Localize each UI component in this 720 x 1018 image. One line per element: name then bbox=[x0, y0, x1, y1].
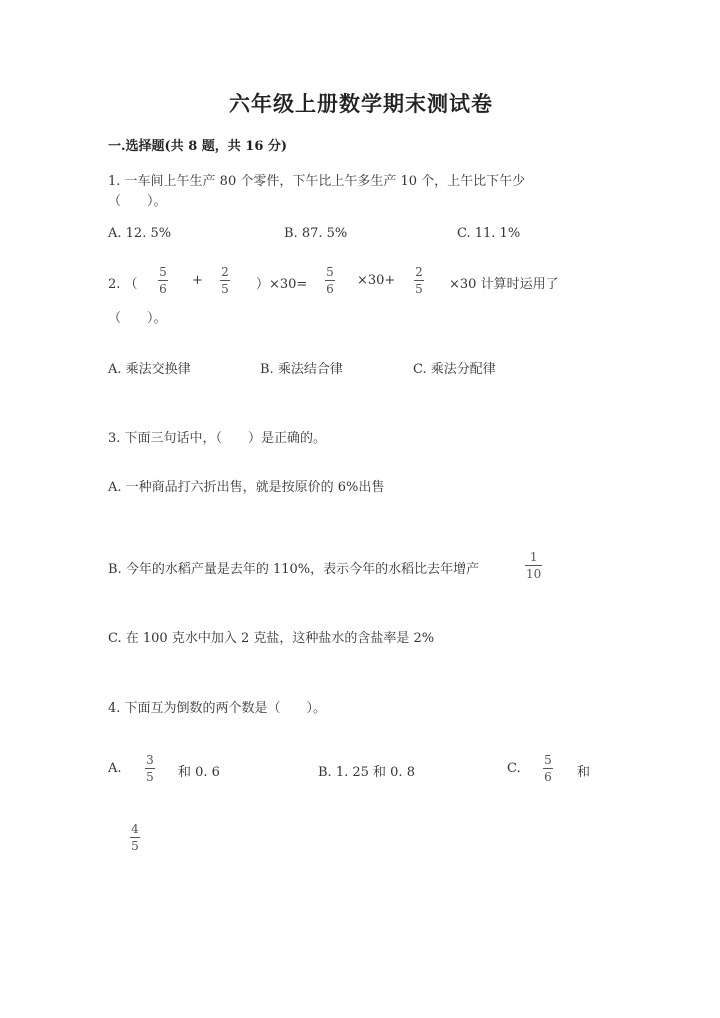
question-4-option-c-label: C. bbox=[507, 761, 521, 776]
fraction-numerator: 5 bbox=[159, 265, 167, 279]
fraction-bar bbox=[145, 768, 155, 769]
question-3-option-c: C. 在 100 克水中加入 2 克盐，这种盐水的含盐率是 2% bbox=[108, 631, 435, 646]
fraction-bar bbox=[220, 280, 230, 281]
question-2-open: 2. （ bbox=[108, 277, 138, 292]
question-4-option-c-tail: 和 bbox=[577, 765, 591, 780]
fraction-denominator: 6 bbox=[159, 282, 167, 296]
question-1-option-a: A. 12. 5% bbox=[108, 226, 172, 241]
fraction-bar bbox=[414, 280, 424, 281]
fraction-bar bbox=[130, 837, 140, 838]
fraction-numerator: 5 bbox=[326, 265, 334, 279]
question-1-option-c: C. 11. 1% bbox=[457, 226, 521, 241]
fraction-one-tenth bbox=[525, 550, 542, 581]
fraction-three-fifths bbox=[145, 753, 155, 784]
fraction-denominator: 5 bbox=[221, 282, 229, 296]
fraction-two-fifths bbox=[414, 265, 424, 296]
fraction-denominator: 6 bbox=[544, 770, 552, 784]
fraction-bar bbox=[543, 768, 553, 769]
question-2-option-c: C. 乘法分配律 bbox=[413, 362, 496, 377]
fraction-numerator: 2 bbox=[415, 265, 423, 279]
plus-sign: + bbox=[192, 273, 203, 288]
fraction-denominator: 5 bbox=[415, 282, 423, 296]
fraction-denominator: 10 bbox=[526, 567, 542, 581]
fraction-denominator: 5 bbox=[131, 839, 139, 853]
question-3-stem: 3. 下面三句话中，（ ）是正确的。 bbox=[108, 431, 327, 446]
question-4-option-b: B. 1. 25 和 0. 8 bbox=[318, 765, 415, 780]
question-3-option-b: B. 今年的水稻产量是去年的 110%，表示今年的水稻比去年增产 bbox=[108, 562, 480, 577]
page-title: 六年级上册数学期末测试卷 bbox=[229, 91, 493, 116]
fraction-bar bbox=[325, 280, 335, 281]
fraction-five-sixths bbox=[158, 265, 168, 296]
question-1-option-b: B. 87. 5% bbox=[284, 226, 348, 241]
fraction-denominator: 6 bbox=[326, 282, 334, 296]
fraction-four-fifths bbox=[130, 822, 140, 853]
fraction-five-sixths bbox=[543, 753, 553, 784]
fraction-numerator: 2 bbox=[221, 265, 229, 279]
fraction-denominator: 5 bbox=[146, 770, 154, 784]
fraction-two-fifths bbox=[220, 265, 230, 296]
question-2-mid: ）×30= bbox=[256, 277, 308, 292]
section-heading: 一.选择题(共 8 题，共 16 分) bbox=[108, 139, 288, 154]
question-3-option-a: A. 一种商品打六折出售，就是按原价的 6%出售 bbox=[108, 480, 385, 495]
fraction-numerator: 5 bbox=[544, 753, 552, 767]
question-1-blank: （ ）。 bbox=[108, 194, 167, 209]
question-4-stem: 4. 下面互为倒数的两个数是（ ）。 bbox=[108, 701, 327, 716]
question-4-option-a-tail: 和 0. 6 bbox=[178, 765, 220, 780]
fraction-bar bbox=[525, 565, 542, 566]
question-2-tail: ×30 计算时运用了 bbox=[449, 277, 559, 292]
question-2-blank: （ ）。 bbox=[108, 311, 167, 326]
fraction-bar bbox=[158, 280, 168, 281]
question-2-times-plus: ×30+ bbox=[357, 273, 396, 288]
fraction-numerator: 4 bbox=[131, 822, 139, 836]
question-4-option-a-label: A. bbox=[108, 761, 122, 776]
question-1-stem: 1. 一车间上午生产 80 个零件，下午比上午多生产 10 个，上午比下午少 bbox=[108, 174, 526, 189]
fraction-numerator: 1 bbox=[529, 550, 538, 564]
question-2-option-a: A. 乘法交换律 bbox=[108, 362, 191, 377]
fraction-numerator: 3 bbox=[146, 753, 154, 767]
question-2-option-b: B. 乘法结合律 bbox=[260, 362, 343, 377]
fraction-five-sixths bbox=[325, 265, 335, 296]
